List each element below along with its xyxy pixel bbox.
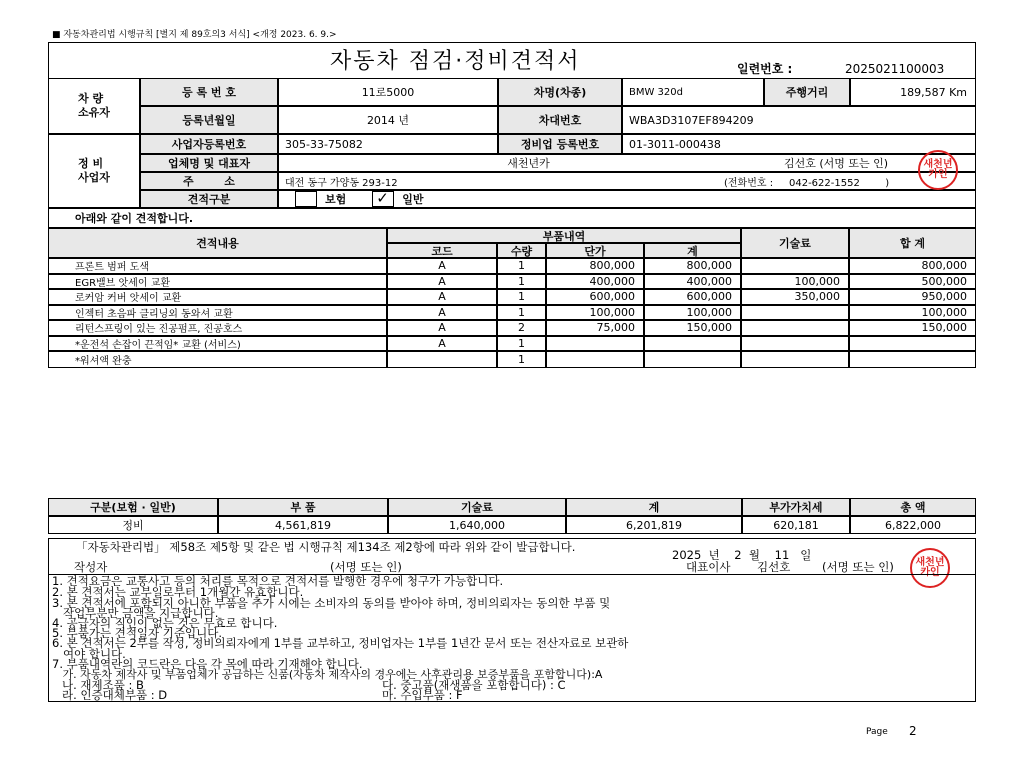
col-unit-price: 단가 (546, 243, 644, 258)
summary-header-labor: 기술료 (388, 498, 566, 516)
col-labor: 기술료 (741, 228, 849, 258)
serial-value: 2025021100003 (845, 62, 945, 76)
note-item: 작업부분만 금액을 지급합니다. (52, 606, 219, 620)
summary-parts: 4,561,819 (218, 516, 388, 534)
row-qty: 1 (497, 258, 546, 274)
vin-value: WBA3D3107EF894209 (622, 106, 976, 134)
company-seal-icon: 새천년 카인 (910, 548, 950, 588)
summary-header-total: 총 액 (850, 498, 976, 516)
vin-label: 차대번호 (498, 106, 622, 134)
shop-reg-label: 정비업 등록번호 (498, 134, 622, 154)
ceo-name: 김선호 (757, 560, 791, 574)
row-subtotal: 100,000 (644, 305, 741, 321)
row-qty: 1 (497, 351, 546, 368)
note-item: 여야 합니다. (52, 647, 126, 661)
code-c: 다. 중고품(재생품을 포함합니다) : C (382, 678, 566, 692)
repairer-section-label: 정 비 사업자 (48, 134, 140, 208)
row-subtotal (644, 336, 741, 352)
summary-header-parts: 부 품 (218, 498, 388, 516)
mileage-value: 189,587 Km (850, 78, 976, 106)
summary-header-type: 구분(보험 · 일반) (48, 498, 218, 516)
note-item: 6. 본 견적서는 2부를 작성, 정비의뢰자에게 1부를 교부하고, 정비업자는 1부를 1년간 문서 또는 전산자료로 보관하 (52, 636, 629, 650)
row-total: 150,000 (849, 320, 976, 336)
note-item: 4. 공급자의 직인이 없는 것은 무효로 합니다. (52, 616, 278, 630)
row-code: A (387, 289, 497, 305)
row-content: *워셔액 완충 (48, 351, 387, 368)
row-unit-price: 75,000 (546, 320, 644, 336)
row-labor: 100,000 (741, 274, 849, 290)
row-total (849, 351, 976, 368)
estimate-type-options (278, 190, 976, 208)
row-qty: 1 (497, 336, 546, 352)
summary-header-sum: 계 (566, 498, 742, 516)
estimate-type-label: 견적구분 (140, 190, 278, 208)
serial-label: 일련번호 : (737, 62, 793, 76)
ceo-sign: (서명 또는 인) (822, 560, 894, 574)
summary-vat: 620,181 (742, 516, 850, 534)
row-content: *운전석 손잡이 끈적임* 교환 (서비스) (48, 336, 387, 352)
biz-no-value: 305-33-75082 (278, 134, 498, 154)
phone-value: (전화번호 : 042-622-1552 ) (718, 172, 976, 190)
shop-reg-value: 01-3011-000438 (622, 134, 976, 154)
row-total (849, 336, 976, 352)
row-qty: 1 (497, 305, 546, 321)
row-content: 인젝터 초음파 클리닝외 동와셔 교환 (48, 305, 387, 321)
owner-section-label: 차 량 소유자 (48, 78, 140, 134)
insurance-checkbox[interactable] (295, 191, 317, 207)
row-subtotal: 600,000 (644, 289, 741, 305)
reg-year-value: 2014 년 (278, 106, 498, 134)
reg-no-label: 등 록 번 호 (140, 78, 278, 106)
summary-total: 6,822,000 (850, 516, 976, 534)
col-qty: 수량 (497, 243, 546, 258)
biz-no-label: 사업자등록번호 (140, 134, 278, 154)
col-subtotal: 계 (644, 243, 741, 258)
col-parts: 부품내역 (387, 228, 741, 243)
general-label: 일반 (402, 193, 424, 206)
row-code: A (387, 258, 497, 274)
row-labor (741, 320, 849, 336)
company-label: 업체명 및 대표자 (140, 154, 278, 172)
insurance-label: 보험 (325, 193, 347, 206)
row-subtotal: 400,000 (644, 274, 741, 290)
summary-header-vat: 부가가치세 (742, 498, 850, 516)
company-value: 새천년카 (278, 154, 778, 172)
col-total: 합 계 (849, 228, 976, 258)
reg-no-value: 11로5000 (278, 78, 498, 106)
row-qty: 2 (497, 320, 546, 336)
car-name-value: BMW 320d (622, 78, 764, 106)
col-content: 견적내용 (48, 228, 387, 258)
row-qty: 1 (497, 289, 546, 305)
row-total: 100,000 (849, 305, 976, 321)
address-label: 주 소 (140, 172, 278, 190)
general-checkbox[interactable] (372, 191, 394, 207)
row-qty: 1 (497, 274, 546, 290)
row-total: 500,000 (849, 274, 976, 290)
page-title: 자동차 점검·정비견적서 (330, 49, 581, 74)
note-item: 7. 부품내역란의 코드란은 다음 각 목에 따라 기재해야 합니다. (52, 657, 363, 671)
row-code: A (387, 336, 497, 352)
page-label: Page (866, 727, 888, 737)
writer-label: 작성자 (74, 560, 108, 574)
row-code: A (387, 274, 497, 290)
note-item: 가. 자동차 제작사 및 부품업체가 공급하는 신품(자동차 제작사의 경우에는 사후관리용 보증부품을 포함합니다):A (52, 668, 603, 681)
row-code: A (387, 320, 497, 336)
company-seal-icon: 새천년 카인 (918, 150, 958, 190)
summary-type: 정비 (48, 516, 218, 534)
row-unit-price: 600,000 (546, 289, 644, 305)
row-labor (741, 305, 849, 321)
row-unit-price (546, 336, 644, 352)
note-item: 1. 견적요금은 교통사고 등의 처리를 목적으로 견적서를 발행한 경우에 청구가 가능합니다. (52, 574, 504, 588)
form-reference: ■ 자동차관리법 시행규칙 [별지 제 89호의3 서식] <개정 2023. 6. 9.> (52, 30, 337, 40)
reg-year-label: 등록년월일 (140, 106, 278, 134)
intro-text: 아래와 같이 견적합니다. (48, 208, 976, 228)
row-total: 950,000 (849, 289, 976, 305)
row-subtotal: 800,000 (644, 258, 741, 274)
ceo-label: 대표이사 (686, 560, 731, 574)
note-item: 5. 부품가는 견적일자 기준입니다. (52, 626, 223, 640)
row-unit-price: 400,000 (546, 274, 644, 290)
row-content: EGR밸브 앗세이 교환 (48, 274, 387, 290)
row-labor: 350,000 (741, 289, 849, 305)
note-item: 2. 본 견적서는 교부일로부터 1개월간 유효합니다. (52, 585, 304, 599)
row-total: 800,000 (849, 258, 976, 274)
row-code: A (387, 305, 497, 321)
check-mark-icon: ✓ (376, 190, 389, 207)
code-f: 마. 수입부품 : F (382, 688, 463, 702)
row-labor (741, 351, 849, 368)
row-content: 로커암 커버 앗세이 교환 (48, 289, 387, 305)
mileage-label: 주행거리 (764, 78, 850, 106)
summary-labor: 1,640,000 (388, 516, 566, 534)
row-unit-price: 100,000 (546, 305, 644, 321)
row-content: 리턴스프링이 있는 진공펌프, 진공호스 (48, 320, 387, 336)
row-labor (741, 336, 849, 352)
summary-sum: 6,201,819 (566, 516, 742, 534)
page-number: 2 (909, 724, 917, 738)
issue-date: 2025 년 2 월 11 일 (672, 548, 812, 562)
row-unit-price (546, 351, 644, 368)
writer-sign: (서명 또는 인) (330, 560, 402, 574)
address-value: 대전 동구 가양동 293-12 (278, 172, 718, 190)
legal-line: 「자동차관리법」 제58조 제5항 및 같은 법 시행규칙 제134조 제2항에 따라 위와 같이 발급합니다. (76, 540, 576, 554)
row-unit-price: 800,000 (546, 258, 644, 274)
row-code (387, 351, 497, 368)
row-subtotal: 150,000 (644, 320, 741, 336)
car-name-label: 차명(차종) (498, 78, 622, 106)
row-subtotal (644, 351, 741, 368)
code-d: 라. 인증대체부품 : D (62, 688, 168, 702)
note-item: 3. 본 견적서에 포함되지 아니한 부품을 추가 시에는 소비자의 동의를 받아야 하며, 정비의뢰자는 동의한 부품 및 (52, 596, 611, 610)
row-labor (741, 258, 849, 274)
col-code: 코드 (387, 243, 497, 258)
row-content: 프론트 범퍼 도색 (48, 258, 387, 274)
code-b: 나. 재제조품 : B (62, 678, 144, 692)
representative-value: 김선호 (서명 또는 인) (778, 154, 976, 172)
